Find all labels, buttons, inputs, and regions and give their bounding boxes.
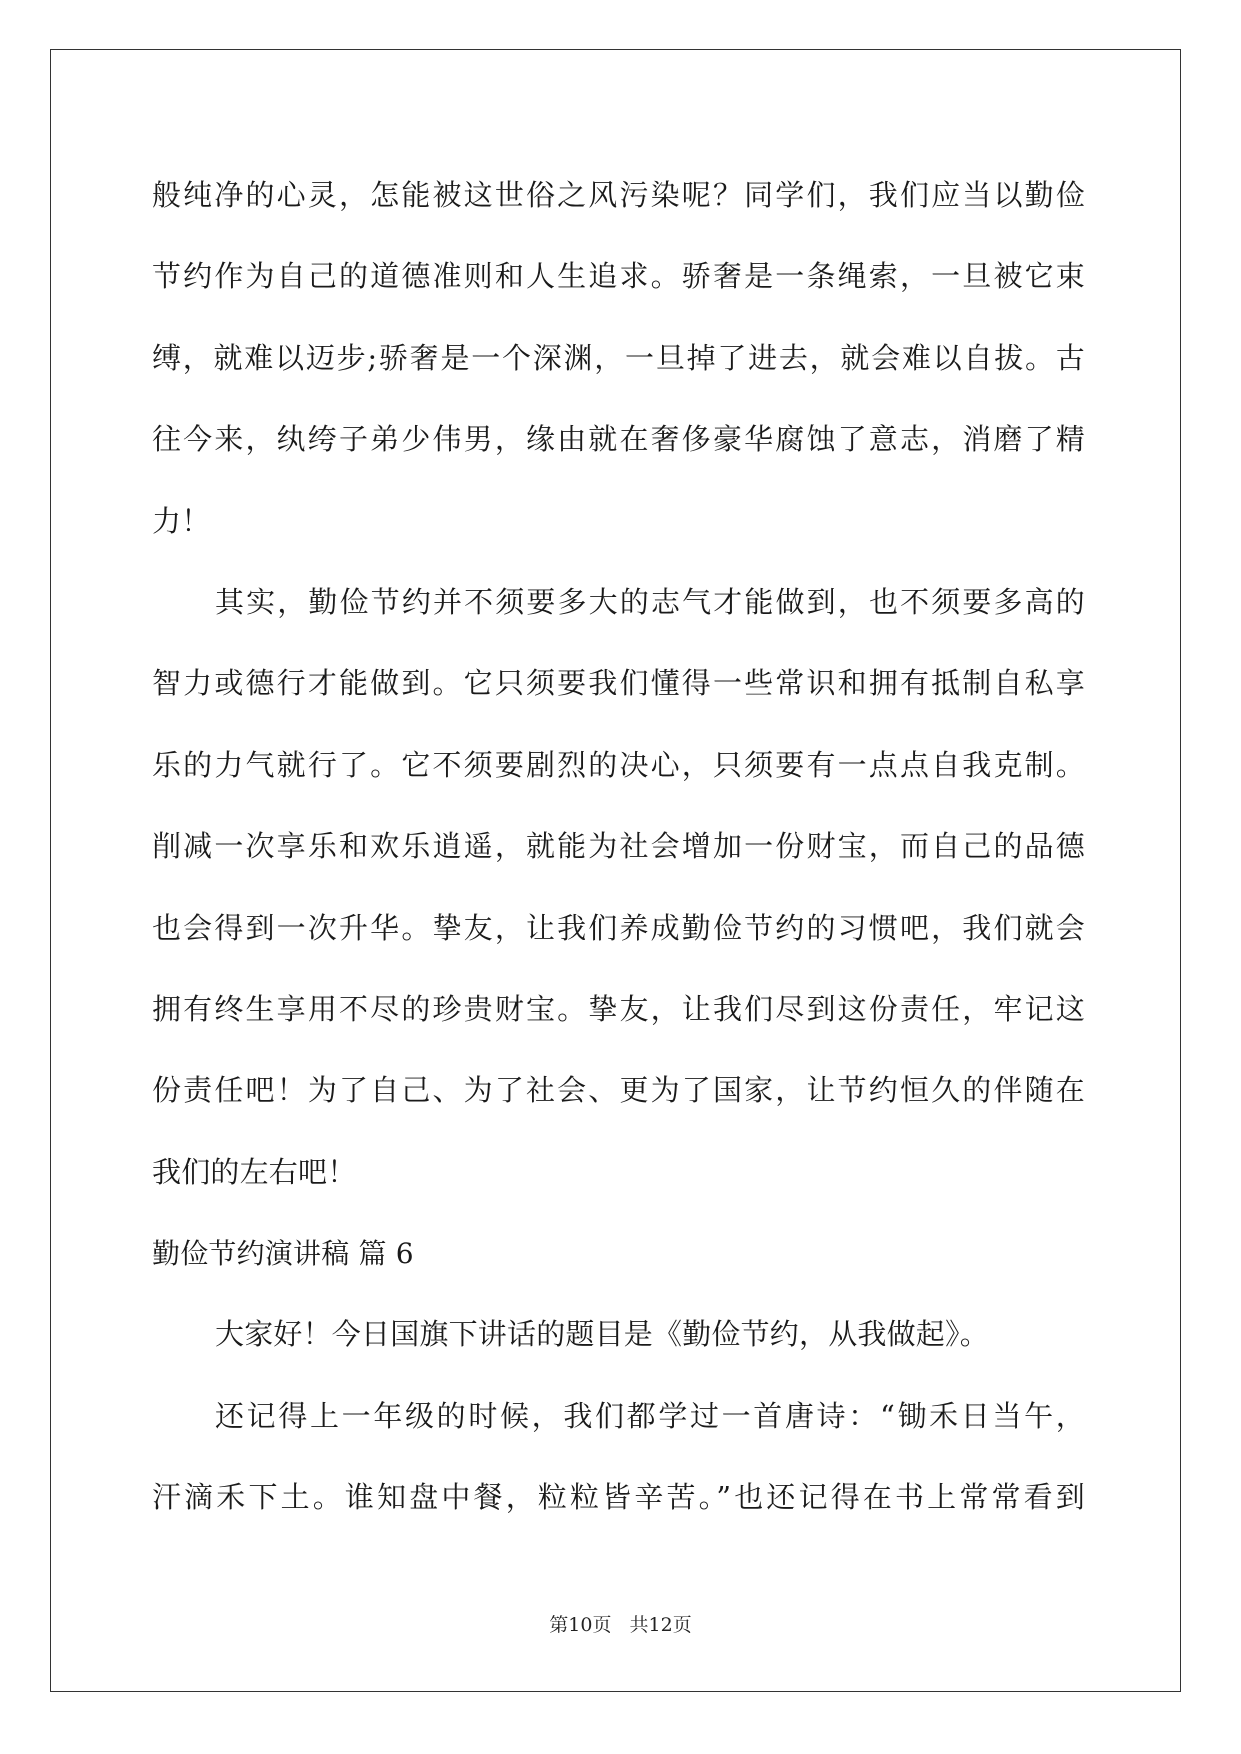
page-total: 共12页 bbox=[629, 1614, 692, 1636]
document-body bbox=[152, 155, 1085, 1539]
text-line: 般纯净的心灵，怎能被这世俗之风污染呢？同学们，我们应当以勤俭 bbox=[152, 178, 1085, 212]
text-line: 还记得上一年级的时候，我们都学过一首唐诗：“锄禾日当午， bbox=[215, 1398, 1085, 1433]
text-line: 其实，勤俭节约并不须要多大的志气才能做到，也不须要多高的 bbox=[215, 584, 1085, 619]
text-line: 节约作为自己的道德准则和人生追求。骄奢是一条绳索，一旦被它束 bbox=[152, 259, 1085, 294]
text-line: 往今来，纨绔子弟少伟男，缘由就在奢侈豪华腐蚀了意志，消磨了精 bbox=[152, 422, 1085, 457]
text-line: 力！ bbox=[152, 503, 211, 538]
text-line: 也会得到一次升华。挚友，让我们养成勤俭节约的习惯吧，我们就会 bbox=[152, 910, 1085, 945]
text-line: 乐的力气就行了。它不须要剧烈的决心，只须要有一点点自我克制。 bbox=[152, 747, 1085, 782]
text-line: 汗滴禾下土。谁知盘中餐，粒粒皆辛苦。”也还记得在书上常常看到 bbox=[152, 1480, 1085, 1515]
text-line: 智力或德行才能做到。它只须要我们懂得一些常识和拥有抵制自私享 bbox=[152, 666, 1085, 701]
section-heading: 勤俭节约演讲稿 篇 6 bbox=[152, 1237, 414, 1271]
page-footer bbox=[0, 1610, 1241, 1637]
text-line: 大家好！今日国旗下讲话的题目是《勤俭节约，从我做起》。 bbox=[215, 1317, 989, 1352]
text-line: 份责任吧！为了自己、为了社会、更为了国家，让节约恒久的伴随在 bbox=[152, 1073, 1085, 1108]
page-number: 第10页 bbox=[549, 1614, 612, 1636]
text-line: 我们的左右吧！ bbox=[152, 1154, 357, 1189]
text-line: 拥有终生享用不尽的珍贵财宝。挚友，让我们尽到这份责任，牢记这 bbox=[152, 991, 1085, 1026]
text-line: 削减一次享乐和欢乐逍遥，就能为社会增加一份财宝，而自己的品德 bbox=[152, 829, 1085, 864]
text-line: 缚，就难以迈步;骄奢是一个深渊，一旦掉了进去，就会难以自拔。古 bbox=[152, 340, 1085, 375]
